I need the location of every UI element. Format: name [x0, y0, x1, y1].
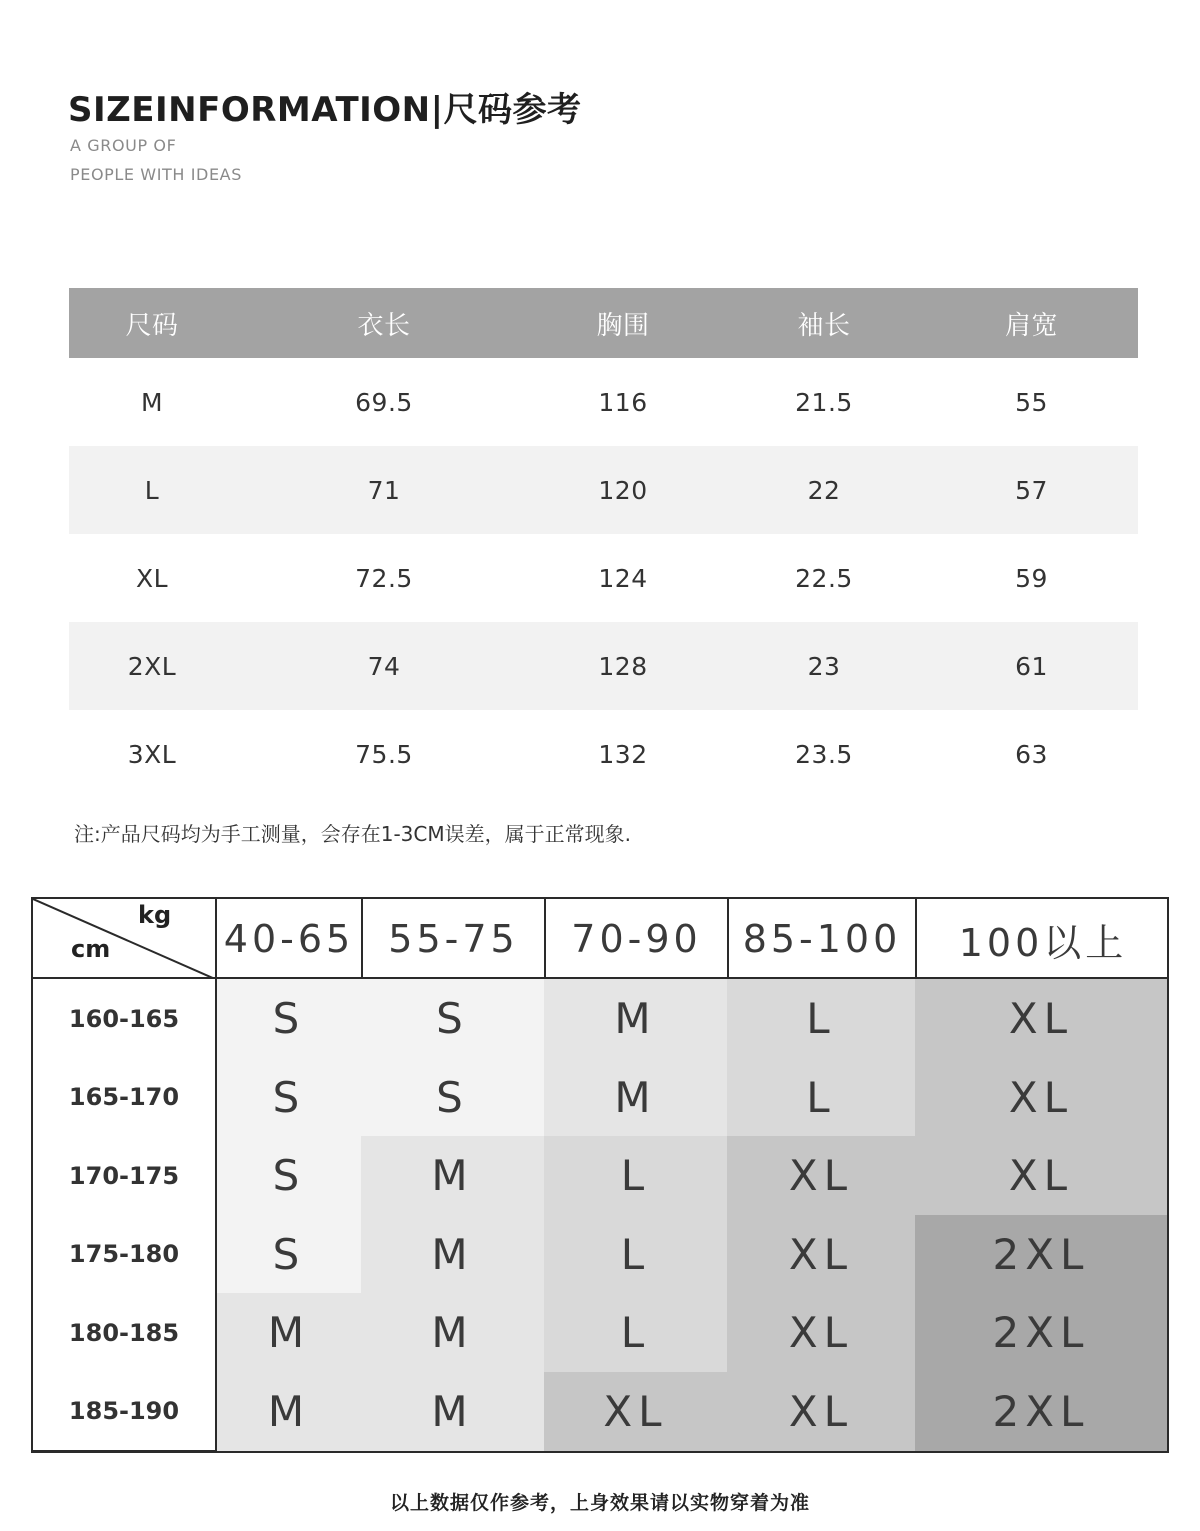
- weight-header: 70-90: [544, 899, 727, 979]
- size-cell: S: [361, 979, 544, 1058]
- table-row: [69, 446, 1138, 534]
- column-header: 衣长: [357, 310, 411, 341]
- corner-cell: [33, 899, 215, 979]
- size-cell: M: [361, 1215, 544, 1294]
- table-cell: 120: [598, 475, 648, 505]
- subtitle-line-2: PEOPLE WITH IDEAS: [70, 165, 242, 184]
- height-label: 175-180: [68, 1240, 180, 1268]
- table-cell: 61: [1015, 651, 1048, 681]
- weight-header: 100以上: [915, 899, 1169, 979]
- size-cell: XL: [915, 1058, 1167, 1137]
- table-cell: 72.5: [355, 563, 413, 593]
- size-cell: 2XL: [915, 1215, 1167, 1294]
- size-cell: XL: [727, 1372, 915, 1451]
- size-cell: M: [361, 1372, 544, 1451]
- table-cell: 23: [807, 651, 841, 681]
- table-cell: 2XL: [127, 651, 177, 681]
- table-cell: 71: [367, 475, 401, 505]
- table-cell: 69.5: [355, 387, 413, 417]
- weight-header-row: [31, 897, 1169, 979]
- size-cell: L: [727, 979, 915, 1058]
- size-grid-body: [31, 979, 1169, 1453]
- height-label: 165-170: [68, 1083, 180, 1111]
- weight-header: 85-100: [727, 899, 915, 979]
- size-cell: M: [217, 1293, 361, 1372]
- table-row: [69, 534, 1138, 622]
- size-cell: XL: [915, 979, 1167, 1058]
- subtitle-line-1: A GROUP OF: [70, 136, 177, 155]
- table-cell: 57: [1015, 475, 1048, 505]
- table-cell: XL: [135, 563, 169, 593]
- size-cell: L: [544, 1136, 727, 1215]
- size-cell: M: [544, 1058, 727, 1137]
- size-cell: XL: [915, 1136, 1167, 1215]
- size-table-header: [69, 288, 1138, 358]
- size-recommendation-grid: [31, 897, 1169, 1453]
- height-label: 180-185: [68, 1318, 180, 1347]
- column-header: 胸围: [596, 310, 650, 341]
- size-cell: S: [217, 1058, 361, 1137]
- table-cell: 124: [598, 563, 648, 593]
- height-label: 160-165: [68, 1004, 180, 1033]
- table-cell: 21.5: [795, 387, 853, 417]
- size-cell: 2XL: [915, 1372, 1167, 1451]
- size-cell: XL: [544, 1372, 727, 1451]
- measurement-note: 注:产品尺码均为手工测量，会存在1-3CM误差，属于正常现象.: [74, 822, 631, 846]
- table-cell: 22: [807, 475, 841, 505]
- table-cell: 116: [598, 387, 648, 417]
- weight-header: 55-75: [361, 899, 544, 979]
- page-title: SIZEINFORMATION|尺码参考: [68, 90, 582, 130]
- size-cell: XL: [727, 1215, 915, 1294]
- size-cell: M: [361, 1293, 544, 1372]
- weight-header: 40-65: [215, 899, 361, 979]
- table-cell: 55: [1015, 387, 1048, 417]
- column-header: 尺码: [125, 310, 179, 341]
- table-cell: M: [140, 387, 164, 417]
- table-cell: 23.5: [795, 739, 853, 769]
- table-cell: 74: [367, 651, 401, 681]
- size-cell: L: [727, 1058, 915, 1137]
- height-unit-label: cm: [71, 935, 111, 963]
- table-cell: 75.5: [355, 739, 413, 769]
- size-cell: M: [544, 979, 727, 1058]
- table-row: [69, 622, 1138, 710]
- table-cell: 128: [598, 651, 648, 681]
- size-cell: M: [361, 1136, 544, 1215]
- size-cell: M: [217, 1372, 361, 1451]
- size-cell: XL: [727, 1136, 915, 1215]
- size-cell: S: [217, 1215, 361, 1294]
- size-table: [69, 288, 1138, 798]
- table-cell: 3XL: [127, 739, 177, 769]
- size-cell: L: [544, 1215, 727, 1294]
- diagonal-line: [33, 899, 215, 979]
- table-cell: 132: [598, 739, 648, 769]
- table-cell: 22.5: [795, 563, 853, 593]
- table-cell: 63: [1015, 739, 1048, 769]
- table-cell: 59: [1015, 563, 1048, 593]
- table-row: [69, 358, 1138, 446]
- size-cell: XL: [727, 1293, 915, 1372]
- column-header: 袖长: [797, 310, 851, 341]
- table-row: [69, 710, 1138, 798]
- size-cell: 2XL: [915, 1293, 1167, 1372]
- height-label: 185-190: [68, 1397, 180, 1425]
- table-cell: L: [144, 475, 160, 505]
- column-header: 肩宽: [1004, 310, 1058, 341]
- size-cell: S: [217, 1136, 361, 1215]
- weight-unit-label: kg: [138, 901, 172, 929]
- size-cell: S: [361, 1058, 544, 1137]
- footer-disclaimer: 以上数据仅作参考，上身效果请以实物穿着为准: [389, 1492, 810, 1514]
- size-cell: S: [217, 979, 361, 1058]
- size-cell: L: [544, 1293, 727, 1372]
- height-label: 170-175: [68, 1161, 180, 1190]
